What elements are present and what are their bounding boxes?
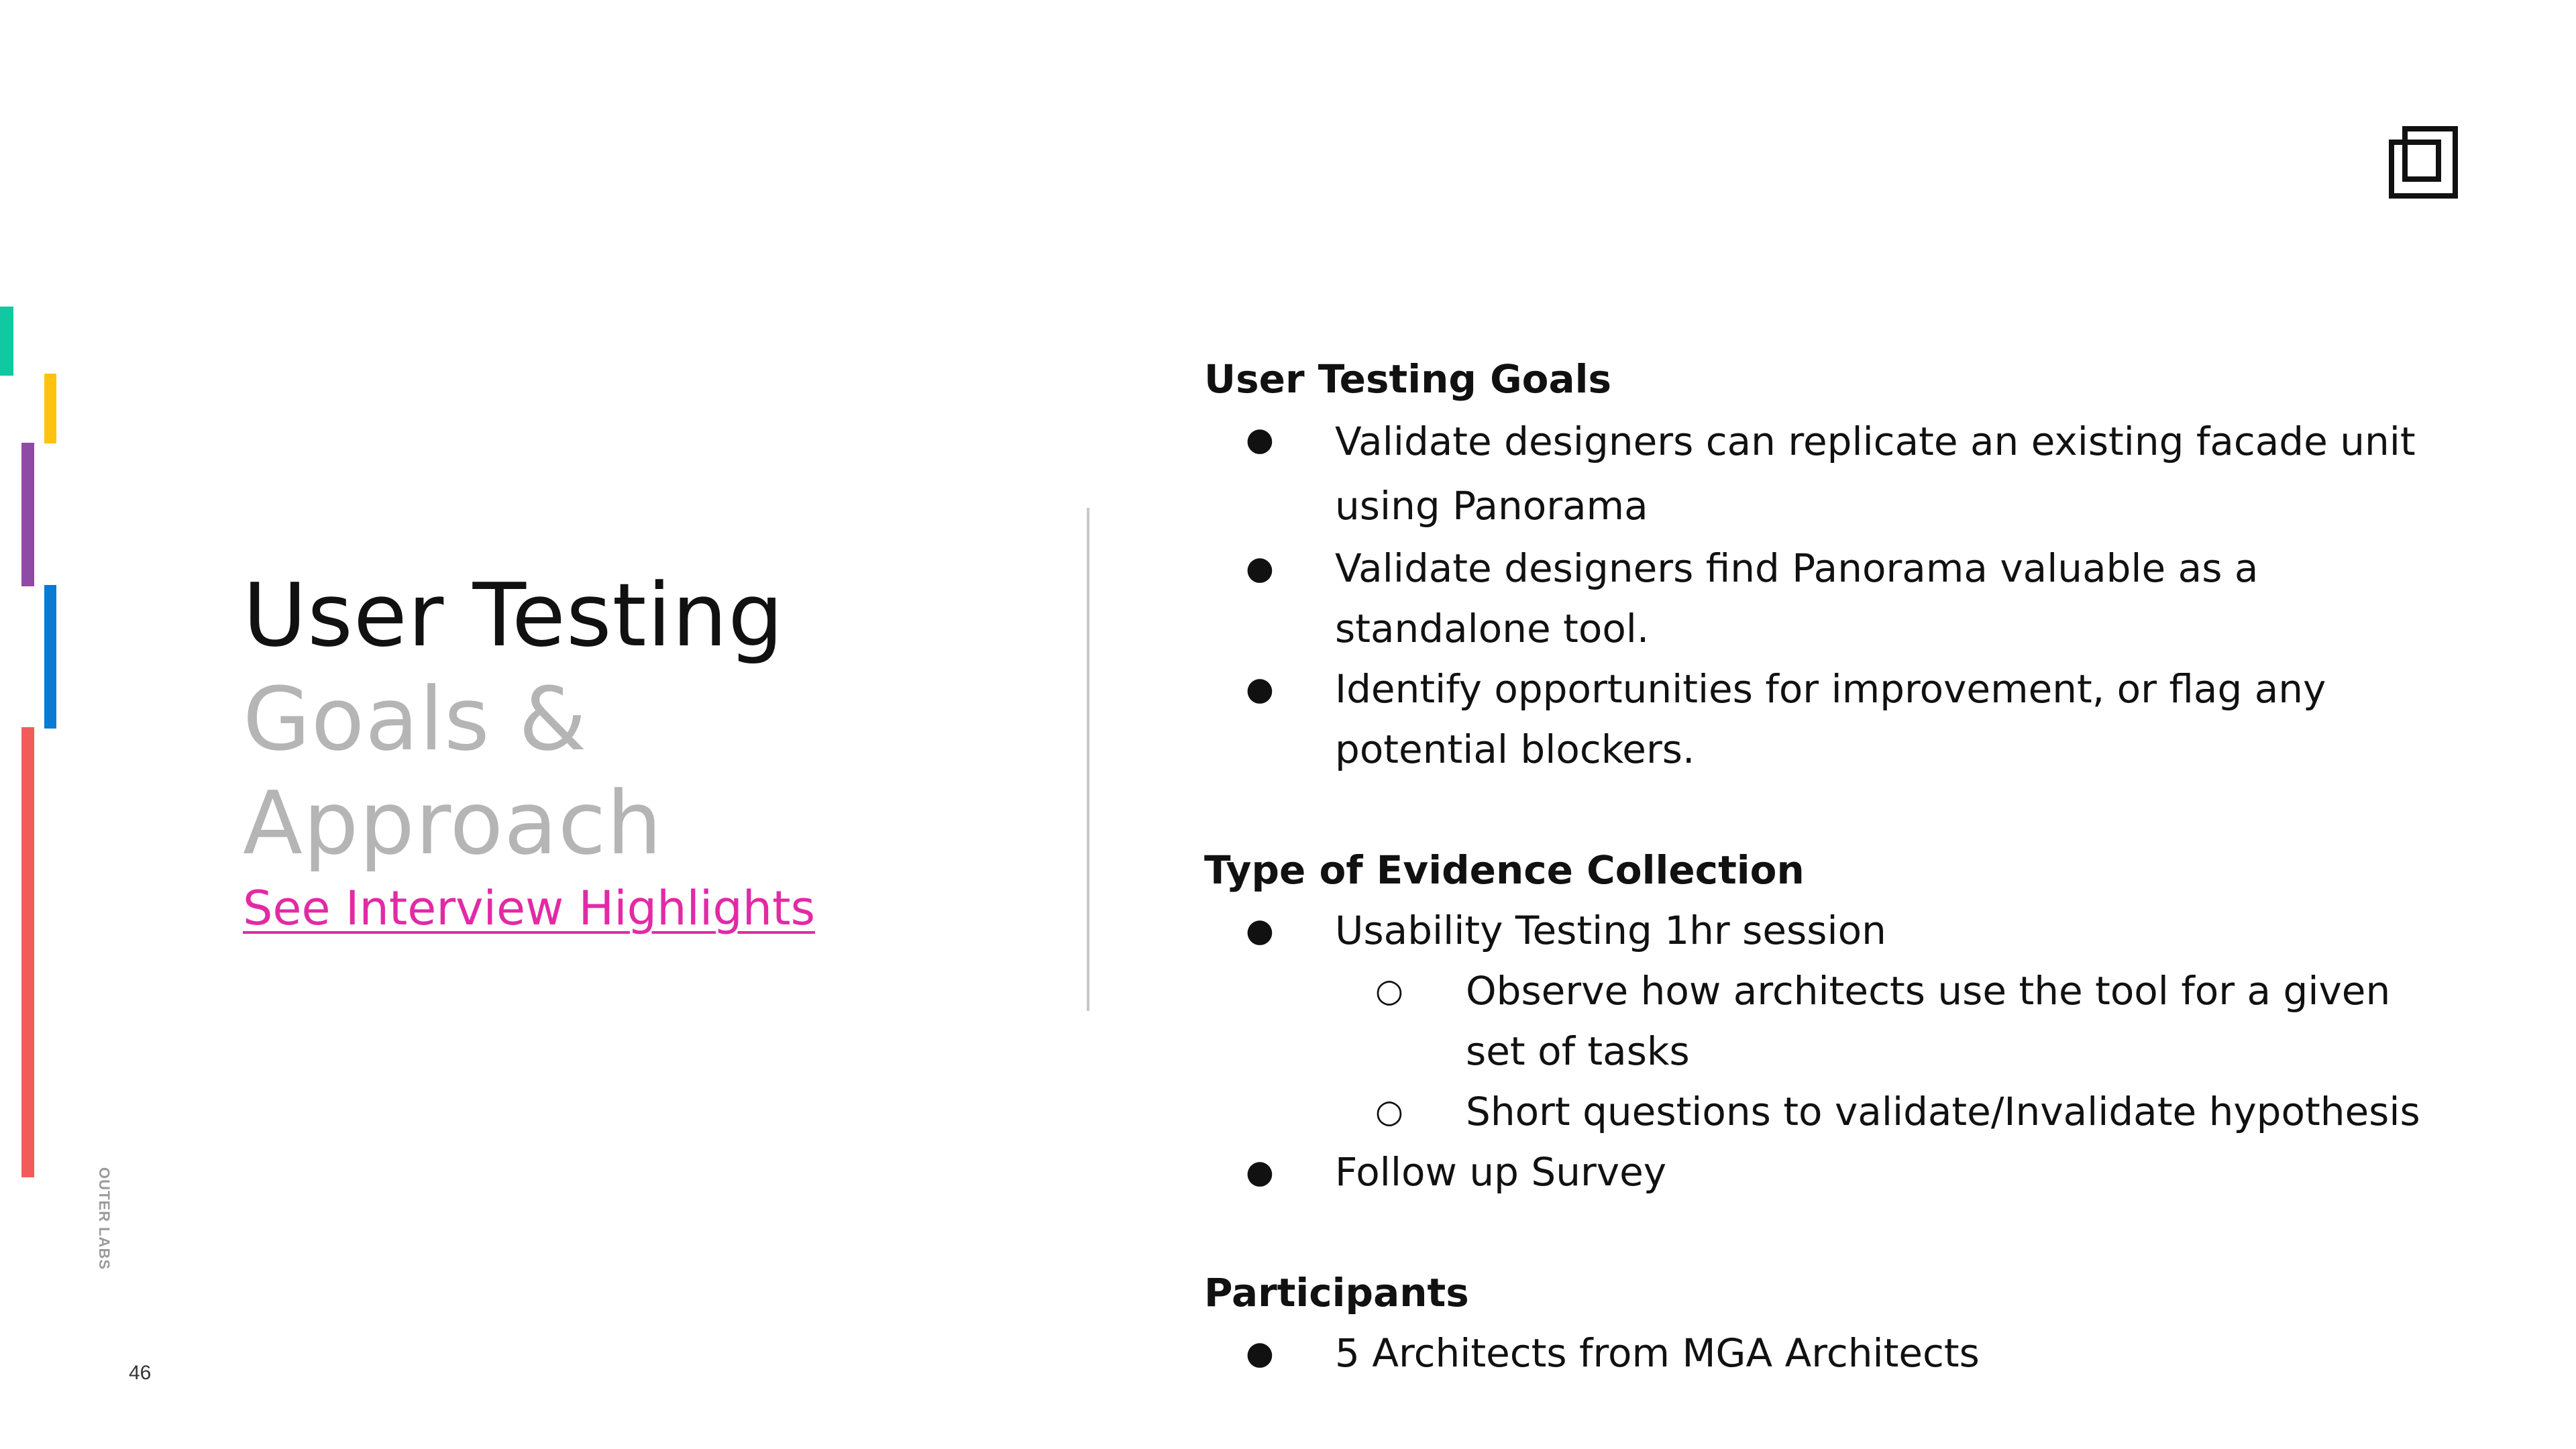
sub-list-item-text: Observe how architects use the tool for a given set of tasks [1466,968,2391,1074]
interview-highlights-link[interactable]: See Interview Highlights [243,881,816,936]
bullet-icon: ● [1246,421,1274,458]
bullet-icon: ● [1246,912,1274,949]
list-item-text: Validate designers find Panorama valuable as a standalone tool. [1335,545,2259,651]
page-number: 46 [129,1362,152,1384]
bullet-icon: ● [1246,1334,1274,1372]
bullet-icon: ● [1246,549,1274,587]
sub-bullet-icon: ○ [1375,1093,1403,1130]
vertical-divider [1087,508,1089,1011]
page-title: User Testing [243,564,784,666]
stripe-yellow [44,374,56,443]
list-item [1204,1323,2425,1383]
stripe-teal [0,307,13,376]
title-block [243,564,1048,938]
sub-list-item [1204,961,2425,1081]
list-item [1204,409,2425,538]
section-heading-goals: User Testing Goals [1204,356,1612,402]
sub-list-item-text: Short questions to validate/Invalidate hypothesis [1466,1089,2420,1134]
section-heading-participants: Participants [1204,1270,1469,1316]
content-column [1204,349,2425,1383]
list-item-text: Validate designers can replicate an existing facade unit using Panorama [1335,419,2416,529]
page-subtitle-line-2: Approach [243,772,663,874]
list-item [1204,538,2425,659]
list-item-text: Identify opportunities for improvement, or flag any potential blockers. [1335,666,2326,772]
bullet-icon: ● [1246,1153,1274,1191]
stripe-red [21,727,34,1177]
list-item [1204,900,2425,961]
stripe-purple [21,443,34,586]
stripe-blue [44,585,56,729]
list-item-text: Usability Testing 1hr session [1335,908,1886,953]
page-subtitle-line-1: Goals & [243,668,588,770]
list-item [1204,659,2425,780]
list-item-text: Follow up Survey [1335,1149,1667,1195]
list-item-text: 5 Architects from MGA Architects [1335,1330,1980,1376]
bullet-icon: ● [1246,670,1274,708]
outer-labs-logo-icon [2388,115,2462,203]
list-item [1204,1142,2425,1202]
sub-list-item [1204,1081,2425,1142]
side-brand-label: OUTER LABS [96,1167,113,1270]
sub-bullet-icon: ○ [1375,972,1403,1010]
section-heading-evidence: Type of Evidence Collection [1204,847,1805,893]
